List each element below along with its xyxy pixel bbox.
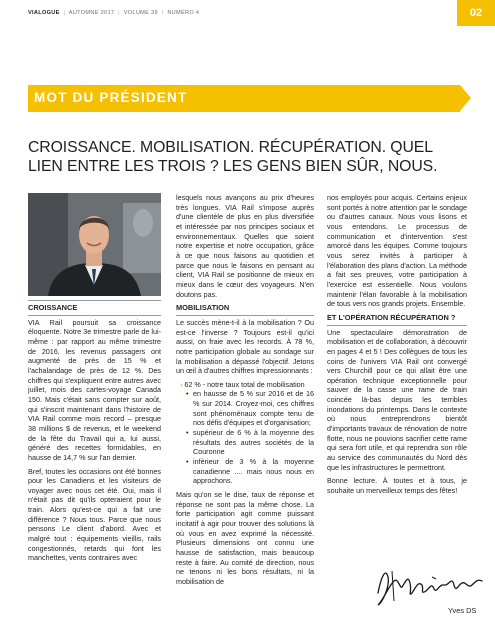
separator: | [161, 10, 164, 16]
separator: | [63, 10, 66, 16]
article-column-3 [327, 193, 467, 500]
paragraph: nos employés pour acquis. Certains enjeux sont portés à notre attention par le sondage ou d'autres canaux. Nous vous lisons et vous entendons. Le processus de communication et d'intervention s'est amorcé dans les équipes. Comme toujours vous serez invités à participer à l'élaboration des plans d'action. La méthode a fait ses preuves, votre participation à l'exercice est essentielle. Nous voulons maintenir l'élan favorable à la mobilisation de tous vers nos grands projets. Ensemble. [327, 193, 467, 309]
stat-bullet-list [186, 389, 314, 486]
banner-title: MOT DU PRÉSIDENT [34, 90, 188, 105]
article-column-2 [176, 193, 314, 591]
separator: | [118, 10, 120, 16]
list-item: • inférieur de 3 % à la moyenne canadienne .... mais nous nous en approchons. [186, 457, 314, 486]
paragraph: Une spectaculaire démonstration de mobilisation et de collaboration, à découvrir en pages 4 et 5 ! Des collègues de tous les coins de l'univers VIA Rail ont convergé vers Churchill pour ce qui allait être une opération technique exceptionnelle pour sauver de la casse une rame de train coincée là-bas depuis les terribles inondations du printemps. Dans le contexte où nous entreprendrons bientôt d'importants travaux de rénovation de notre flotte, nous ne pouvions sacrifier cette rame qui sera fort utile, et qui reprendra son rôle au service des communautés du Nord dès que les infrastructures le permettront. [327, 327, 467, 472]
chevron-right-icon: › [180, 379, 183, 389]
section-heading-operation-recuperation: ET L'OPÉRATION RÉCUPÉRATION ? [327, 313, 467, 326]
paragraph: lesquels nous avançons au prix d'heures très longues. VIA Rail s'impose auprès d'une clientèle de plus en plus diversifiée et intéressée par nos principes sociaux et environnementaux. Quelles que soient notre expertise et notre occupation, grâce à ce que nous faisons au quotidien et parce que nous le faisons en pensant au client, VIA Rail se positionne de mieux en mieux dans le cœur des voyageurs. N'en doutons pas. [176, 193, 314, 299]
season: AUTOMNE 2017 [68, 10, 115, 16]
list-item: • supérieur de 6 % à la moyenne des résultats des autres sociétés de la Couronne [186, 428, 314, 457]
article-column-1 [28, 300, 161, 567]
paragraph: Bref, toutes les occasions ont été bonnes pour les Canadiens et les visiteurs de voyager avec nous cet été. Oui, mais il n'était pas dit qu'ils opteraient pour le train. Alors qu'est-ce qui a fait une différence ? Nous tous. Parce que nous pensons Le client d'abord. Avec et malgré tout : équipements vieillis, rails congestionnés, retards qui font les manchettes, vents contraires avec [28, 466, 161, 563]
president-portrait [28, 193, 161, 296]
signer-name: Yves DS [448, 606, 477, 615]
paragraph: VIA Rail poursuit sa croissance éloquente. Notre 3e trimestre parle de lui-même : par rapport au même trimestre de 2016, les revenus passagers ont augmenté de près de 15 % et l'achalandage de près de 12 %. Des chiffres qui s'expliquent entre autres avec juillet, mois des cartes-voyage Canada 150. Mais c'était sans compter sur août, qui s'inscrit maintenant dans l'histoire de VIA Rail comme mois record – presque 38 millions $ de revenus, et le weekend de la fête du Travail qui a, lui aussi, généré des recettes formidables, en hausse de 14,7 % sur l'an dernier. [28, 317, 161, 462]
issue-number: NUMÉRO 4 [167, 10, 200, 16]
publication-name: VIALOGUE [28, 10, 60, 16]
banner-arrow [460, 85, 471, 111]
page-number-tab: 02 [457, 0, 495, 26]
stat-text: 62 % - notre taux total de mobilisation [184, 379, 305, 389]
stat-highlight [176, 380, 314, 390]
closing-paragraph: Bonne lecture. À toutes et à tous, je souhaite un merveilleux temps des fêtes! [327, 476, 467, 496]
section-heading-croissance: CROISSANCE [28, 300, 161, 316]
masthead-line [28, 10, 199, 16]
list-item: • en hausse de 5 % sur 2016 et de 16 % sur 2014. Croyez-moi, ces chiffres sont phénoménaux compte tenu de nos défis d'équipes et d'organisation; [186, 389, 314, 428]
article-headline: CROISSANCE. MOBILISATION. RÉCUPÉRATION. QUEL LIEN ENTRE LES TROIS ? LES GENS BIEN SÛR, NOUS. [28, 139, 438, 175]
volume: VOLUME 39 [123, 10, 158, 16]
section-heading-mobilisation: MOBILISATION [176, 303, 314, 316]
handwritten-signature [372, 563, 484, 609]
paragraph: Mais qu'on se le dise, taux de réponse et réponse ne sont pas la même chose. La forte participation agit comme puissant incitatif à agir pour trouver des solutions là où vous en avez exprimé la nécessité. Plusieurs dimensions ont connu une hausse de satisfaction, mais beaucoup reste à faire. Au comité de direction, nous ne tenons ni les bons résultats, ni la mobilisation de [176, 490, 314, 586]
paragraph: Le succès mène-t-il à la mobilisation ? Ou est-ce l'inverse ? Toujours est-il qu'ici aussi, on fraie avec les records. À 78 %, notre participation globale au sondage sur la mobilisation a dépassé l'objectif. Jetons un œil à d'autres chiffres impressionnants : [176, 317, 314, 376]
section-banner [28, 85, 460, 112]
